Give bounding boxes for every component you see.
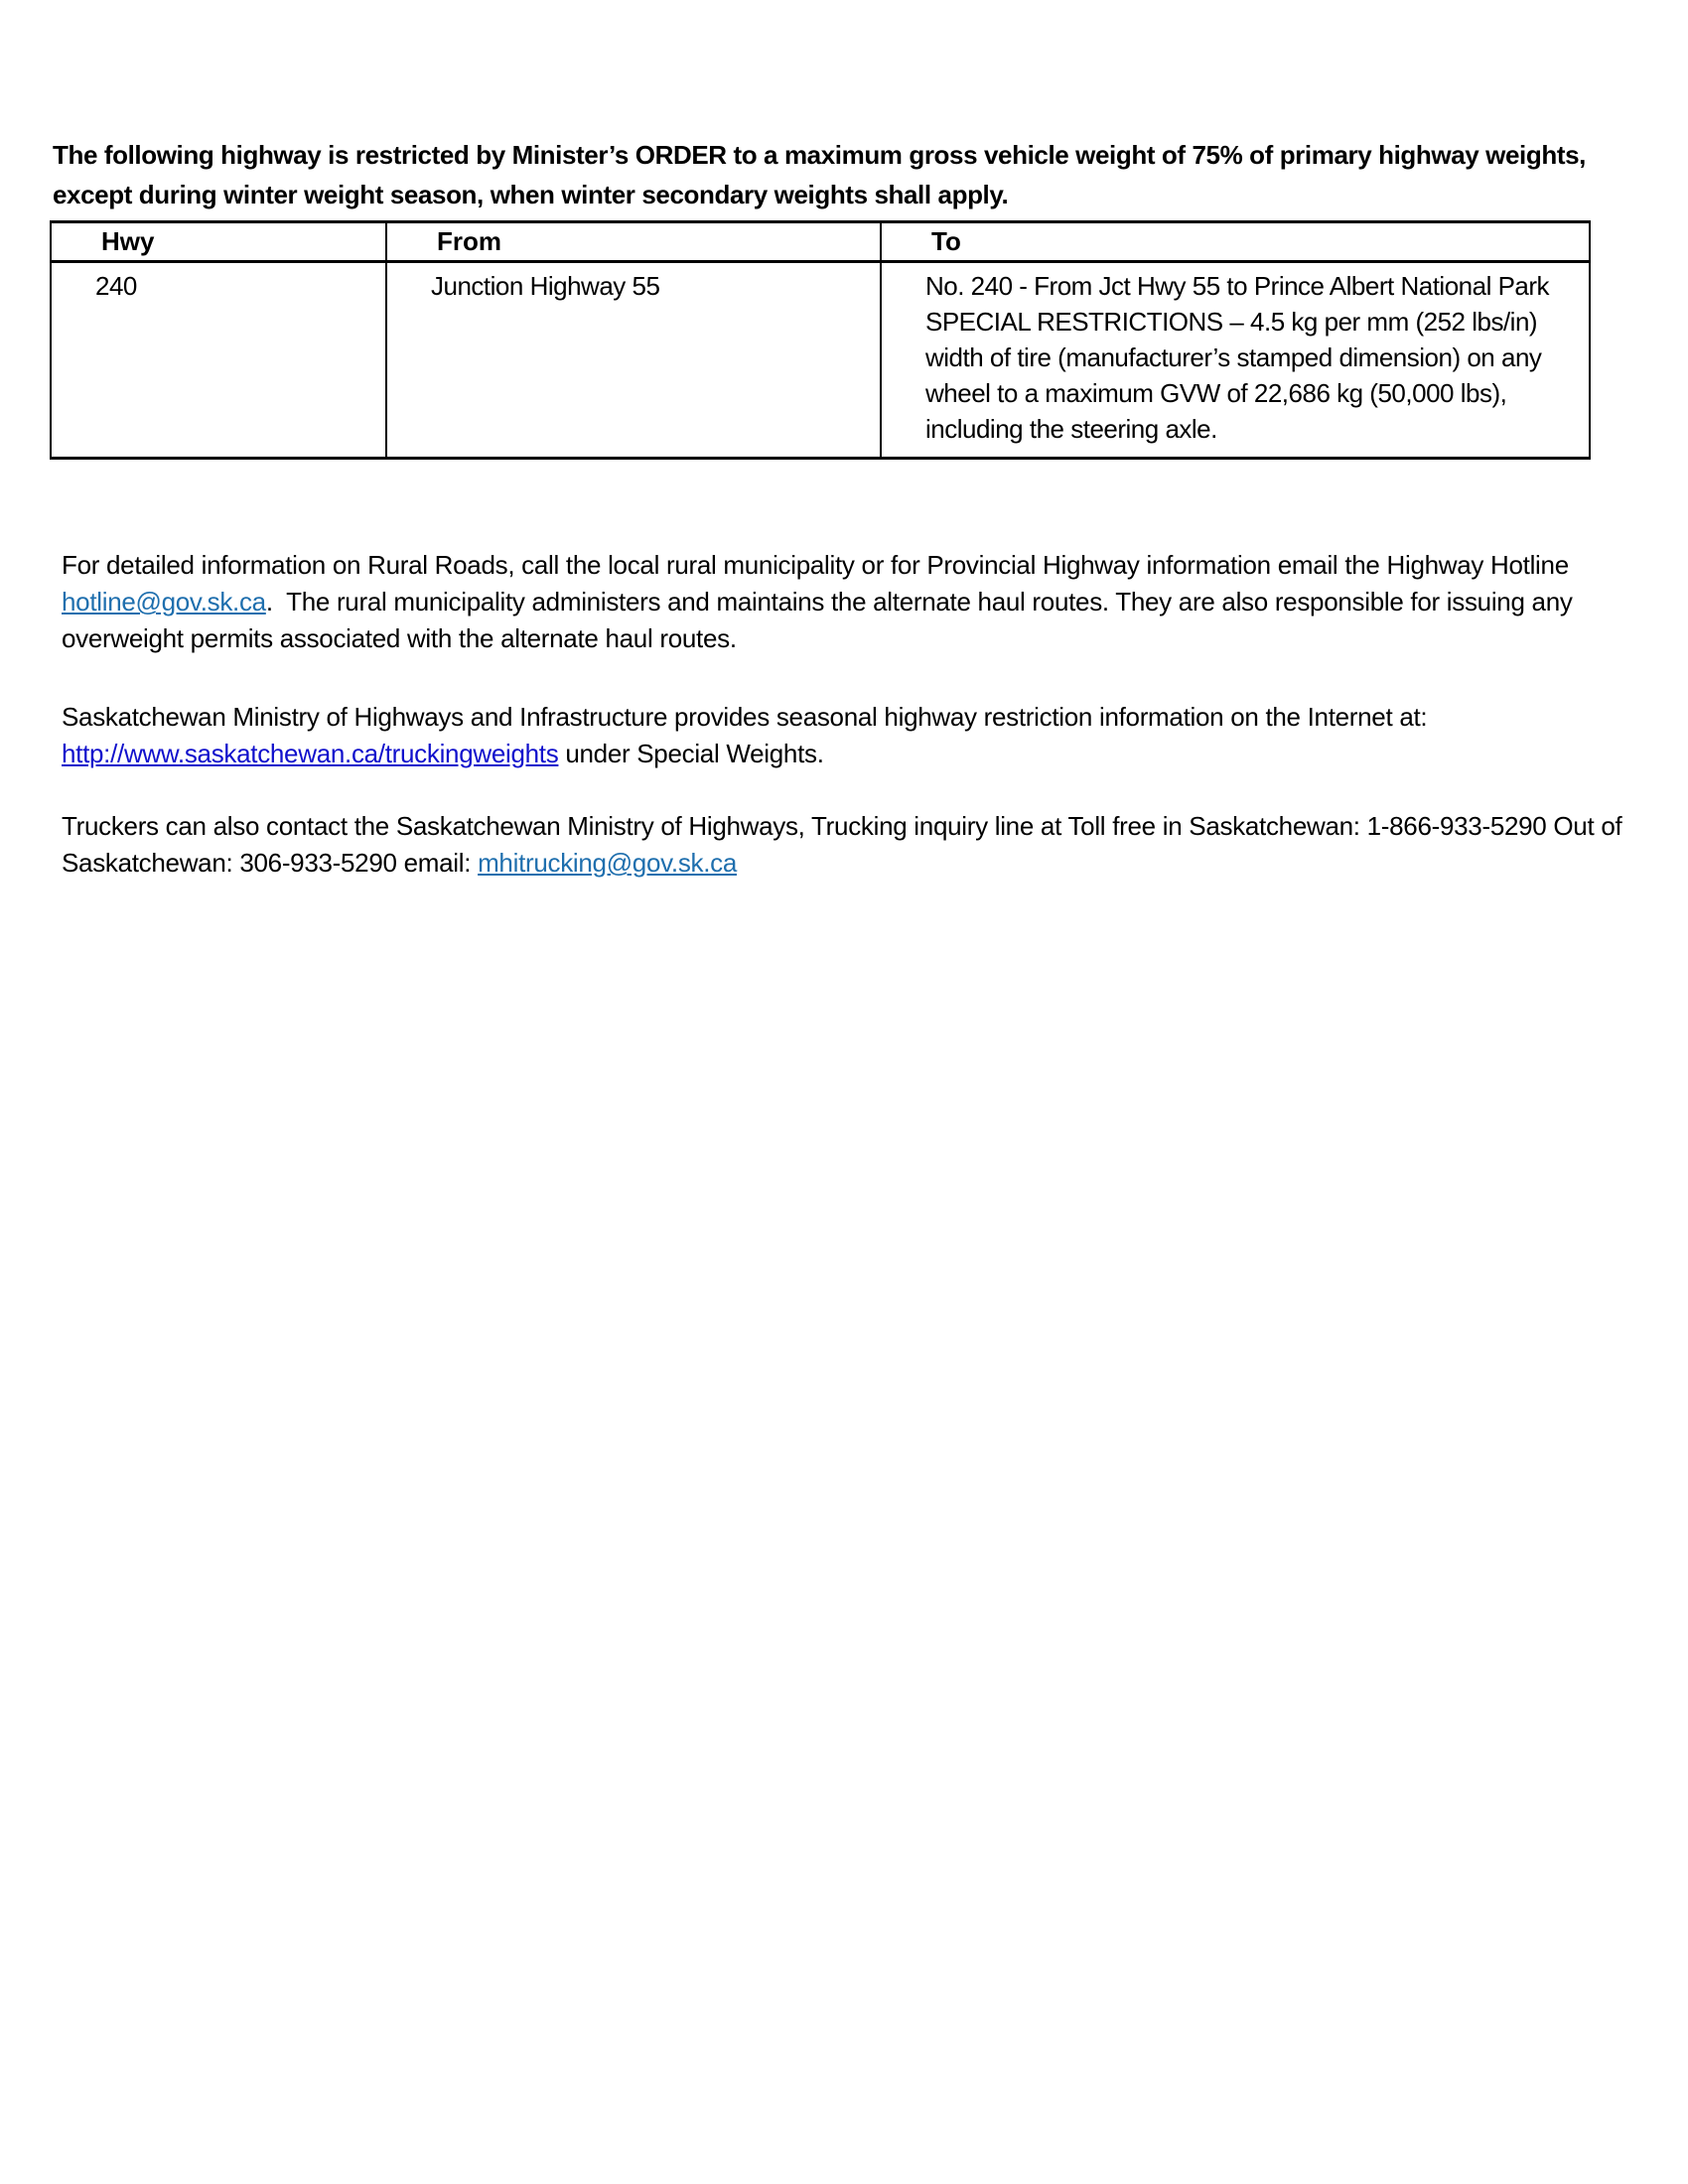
paragraph-ministry-internet — [62, 699, 1665, 772]
rural-roads-text-after: . The rural municipality administers and maintains the alternate haul routes. They are also responsible for issuing any overweight permits associated with the alternate haul routes. — [62, 587, 1580, 653]
hotline-email-link[interactable]: hotline@gov.sk.ca — [62, 587, 266, 616]
table-header-row — [51, 222, 1590, 262]
cell-hwy: 240 — [95, 271, 137, 301]
highway-restriction-table — [50, 220, 1591, 460]
ministry-text-before: Saskatchewan Ministry of Highways and Infrastructure provides seasonal highway restriction information on the Internet at: — [62, 702, 1435, 732]
table-row — [51, 262, 1590, 459]
mhitrucking-email-link[interactable]: mhitrucking@gov.sk.ca — [478, 848, 738, 878]
truckers-text-before: Truckers can also contact the Saskatchewan Ministry of Highways, Trucking inquiry line at Toll free in Saskatchewan: 1-866-933-5290 Out of Saskatchewan: 306-933-5290 email: — [62, 811, 1629, 878]
truckingweights-url-link[interactable]: http://www.saskatchewan.ca/truckingweights — [62, 739, 559, 768]
intro-restriction-statement: The following highway is restricted by Minister’s ORDER to a maximum gross vehicle weight of 75% of primary highway weights, except during winter weight season, when winter secondary weights shall apply. — [53, 140, 1586, 209]
rural-roads-text-before: For detailed information on Rural Roads, call the local rural municipality or for Provincial Highway information email the Highway Hotline — [62, 550, 1583, 580]
paragraph-truckers-contact — [62, 808, 1665, 882]
cell-to: No. 240 - From Jct Hwy 55 to Prince Albert National Park SPECIAL RESTRICTIONS – 4.5 kg per mm (252 lbs/in) width of tire (manufacturer’s stamped dimension) on any wheel to a maximum GVW of 22,686 kg (50,000 lbs), including the steering axle. — [881, 262, 1590, 459]
column-header-to: To — [881, 222, 1590, 262]
ministry-text-after: under Special Weights. — [558, 739, 824, 768]
paragraph-rural-roads — [62, 547, 1665, 657]
cell-from: Junction Highway 55 — [386, 262, 881, 459]
column-header-from: From — [386, 222, 881, 262]
column-header-hwy: Hwy — [51, 222, 386, 262]
